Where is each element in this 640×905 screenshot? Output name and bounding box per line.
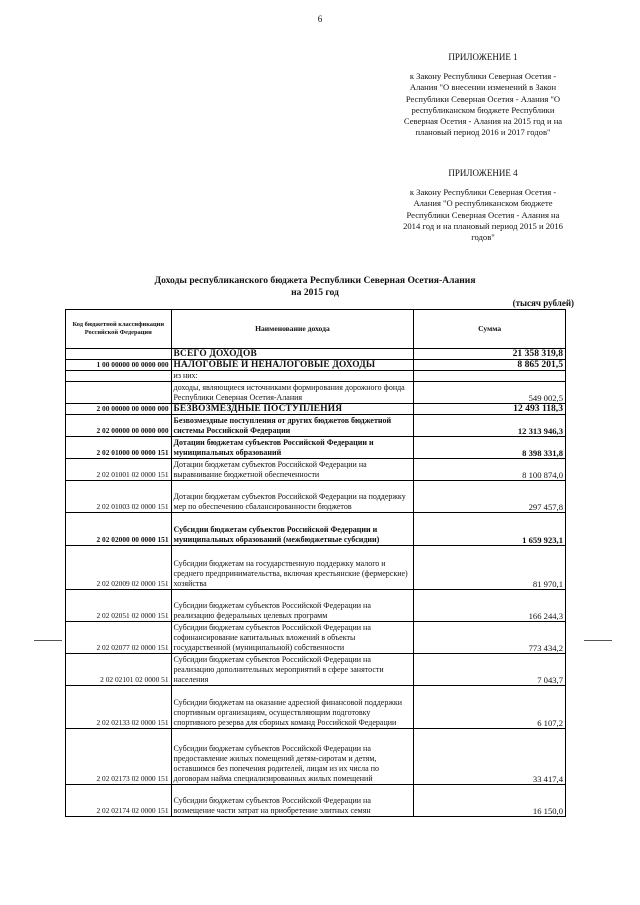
row-sum: 12 493 118,3 xyxy=(414,404,566,415)
table-row xyxy=(66,654,566,686)
row-name: ВСЕГО ДОХОДОВ xyxy=(171,349,414,360)
row-name: Субсидии бюджетам субъектов Российской Федерации на предоставление жилых помещений детям-сиротам и детям, оставшимся без попечения родителей, лицам из их числа по договорам найма специализированных жилых помещений xyxy=(171,729,414,785)
table-row xyxy=(66,371,566,382)
table-header-row xyxy=(66,310,566,349)
row-code xyxy=(66,371,172,382)
row-name: Субсидии бюджетам на оказание адресной финансовой поддержки спортивным организациям, осуществляющим подготовку спортивного резерва для сборных команд Российской Федерации xyxy=(171,686,414,729)
row-code: 2 02 02173 02 0000 151 xyxy=(66,729,172,785)
row-name: Дотации бюджетам субъектов Российской Федерации на выравнивание бюджетной обеспеченности xyxy=(171,459,414,481)
row-sum: 773 434,2 xyxy=(414,622,566,654)
table-row xyxy=(66,481,566,513)
table-row xyxy=(66,349,566,360)
table-row xyxy=(66,360,566,371)
row-name: Субсидии бюджетам субъектов Российской Федерации на реализацию дополнительных мероприятий в сфере занятости населения xyxy=(171,654,414,686)
title-line-2: на 2015 год xyxy=(291,287,339,298)
table-row xyxy=(66,729,566,785)
row-code: 2 02 02000 00 0000 151 xyxy=(66,513,172,546)
row-code: 2 02 00000 00 0000 000 xyxy=(66,415,172,437)
row-code: 2 02 02051 02 0000 151 xyxy=(66,590,172,622)
row-sum: 297 457,8 xyxy=(414,481,566,513)
row-code: 2 02 01003 02 0000 151 xyxy=(66,481,172,513)
row-sum: 8 398 331,8 xyxy=(414,437,566,459)
row-sum: 8 100 874,0 xyxy=(414,459,566,481)
row-name: Безвозмездные поступления от других бюджетов бюджетной системы Российской Федерации xyxy=(171,415,414,437)
row-name: Дотации бюджетам субъектов Российской Федерации и муниципальных образований xyxy=(171,437,414,459)
appendix-1-heading: ПРИЛОЖЕНИЕ 1 xyxy=(448,52,518,62)
page-number: 6 xyxy=(317,14,323,24)
row-name: Субсидии бюджетам субъектов Российской Федерации на возмещение части затрат на приобретение элитных семян xyxy=(171,785,414,817)
scan-mark-right xyxy=(584,640,612,641)
row-name: доходы, являющиеся источниками формирования дорожного фонда Республики Северная Осетия-Алания xyxy=(171,382,414,404)
row-name: из них: xyxy=(171,371,414,382)
row-sum: 8 865 201,5 xyxy=(414,360,566,371)
table-row xyxy=(66,513,566,546)
appendix-1-text: к Закону Республики Северная Осетия - Алания "О внесении изменений в Закон Республики Северная Осетия - Алания "О республиканском бюджете Республики Северная Осетия - Алания на 2015 год и на плановый период 2016 и 2017 годов" xyxy=(403,71,563,138)
row-code: 2 02 02133 02 0000 151 xyxy=(66,686,172,729)
row-code: 2 02 01001 02 0000 151 xyxy=(66,459,172,481)
row-code: 1 00 00000 00 0000 000 xyxy=(66,360,172,371)
row-name: Дотации бюджетам субъектов Российской Федерации на поддержку мер по обеспечению сбалансированности бюджетов xyxy=(171,481,414,513)
row-code xyxy=(66,349,172,360)
header-code: Код бюджетной классификации Российской Федерации xyxy=(66,310,172,349)
table-row xyxy=(66,622,566,654)
table-row xyxy=(66,404,566,415)
row-name: Субсидии бюджетам субъектов Российской Федерации и муниципальных образований (межбюджетные субсидии) xyxy=(171,513,414,546)
row-name: Субсидии бюджетам субъектов Российской Федерации на софинансирование капитальных вложений в объекты государственной (муниципальной) собственности xyxy=(171,622,414,654)
table-row xyxy=(66,437,566,459)
row-sum: 549 002,5 xyxy=(414,382,566,404)
row-name: Субсидии бюджетам субъектов Российской Федерации на реализацию федеральных целевых программ xyxy=(171,590,414,622)
units-label: (тысяч рублей) xyxy=(512,298,574,308)
row-code xyxy=(66,382,172,404)
row-code: 2 02 01000 00 0000 151 xyxy=(66,437,172,459)
row-sum: 1 659 923,1 xyxy=(414,513,566,546)
row-sum: 33 417,4 xyxy=(414,729,566,785)
title-line-1: Доходы республиканского бюджета Республики Северная Осетия-Алания xyxy=(154,275,476,286)
row-name: БЕЗВОЗМЕЗДНЫЕ ПОСТУПЛЕНИЯ xyxy=(171,404,414,415)
table-row xyxy=(66,785,566,817)
scan-mark-left xyxy=(34,640,62,641)
table-row xyxy=(66,590,566,622)
row-sum: 166 244,3 xyxy=(414,590,566,622)
header-sum: Сумма xyxy=(414,310,566,349)
document-title xyxy=(100,275,530,299)
row-sum xyxy=(414,371,566,382)
row-code: 2 02 02077 02 0000 151 xyxy=(66,622,172,654)
appendix-1-block xyxy=(398,52,568,138)
table-row xyxy=(66,459,566,481)
table-row xyxy=(66,686,566,729)
revenue-table xyxy=(65,309,566,817)
row-code: 2 02 02174 02 0000 151 xyxy=(66,785,172,817)
row-name: НАЛОГОВЫЕ И НЕНАЛОГОВЫЕ ДОХОДЫ xyxy=(171,360,414,371)
appendix-4-block xyxy=(398,168,568,243)
row-code: 2 02 02101 02 0000 51 xyxy=(66,654,172,686)
row-sum: 7 043,7 xyxy=(414,654,566,686)
row-name: Субсидии бюджетам на государственную поддержку малого и среднего предпринимательства, включая крестьянские (фермерские) хозяйства xyxy=(171,546,414,590)
row-sum: 6 107,2 xyxy=(414,686,566,729)
appendix-4-text: к Закону Республики Северная Осетия - Алания "О республиканском бюджете Республики Северная Осетия - Алания на 2014 год и на плановый период 2015 и 2016 годов" xyxy=(403,187,563,243)
table-row xyxy=(66,415,566,437)
header-name: Наименование дохода xyxy=(171,310,414,349)
row-code: 2 02 02009 02 0000 151 xyxy=(66,546,172,590)
row-sum: 16 150,0 xyxy=(414,785,566,817)
row-sum: 12 313 946,3 xyxy=(414,415,566,437)
row-sum: 81 970,1 xyxy=(414,546,566,590)
row-code: 2 00 00000 00 0000 000 xyxy=(66,404,172,415)
appendix-4-heading: ПРИЛОЖЕНИЕ 4 xyxy=(448,168,518,178)
row-sum: 21 358 319,8 xyxy=(414,349,566,360)
table-row xyxy=(66,382,566,404)
table-row xyxy=(66,546,566,590)
